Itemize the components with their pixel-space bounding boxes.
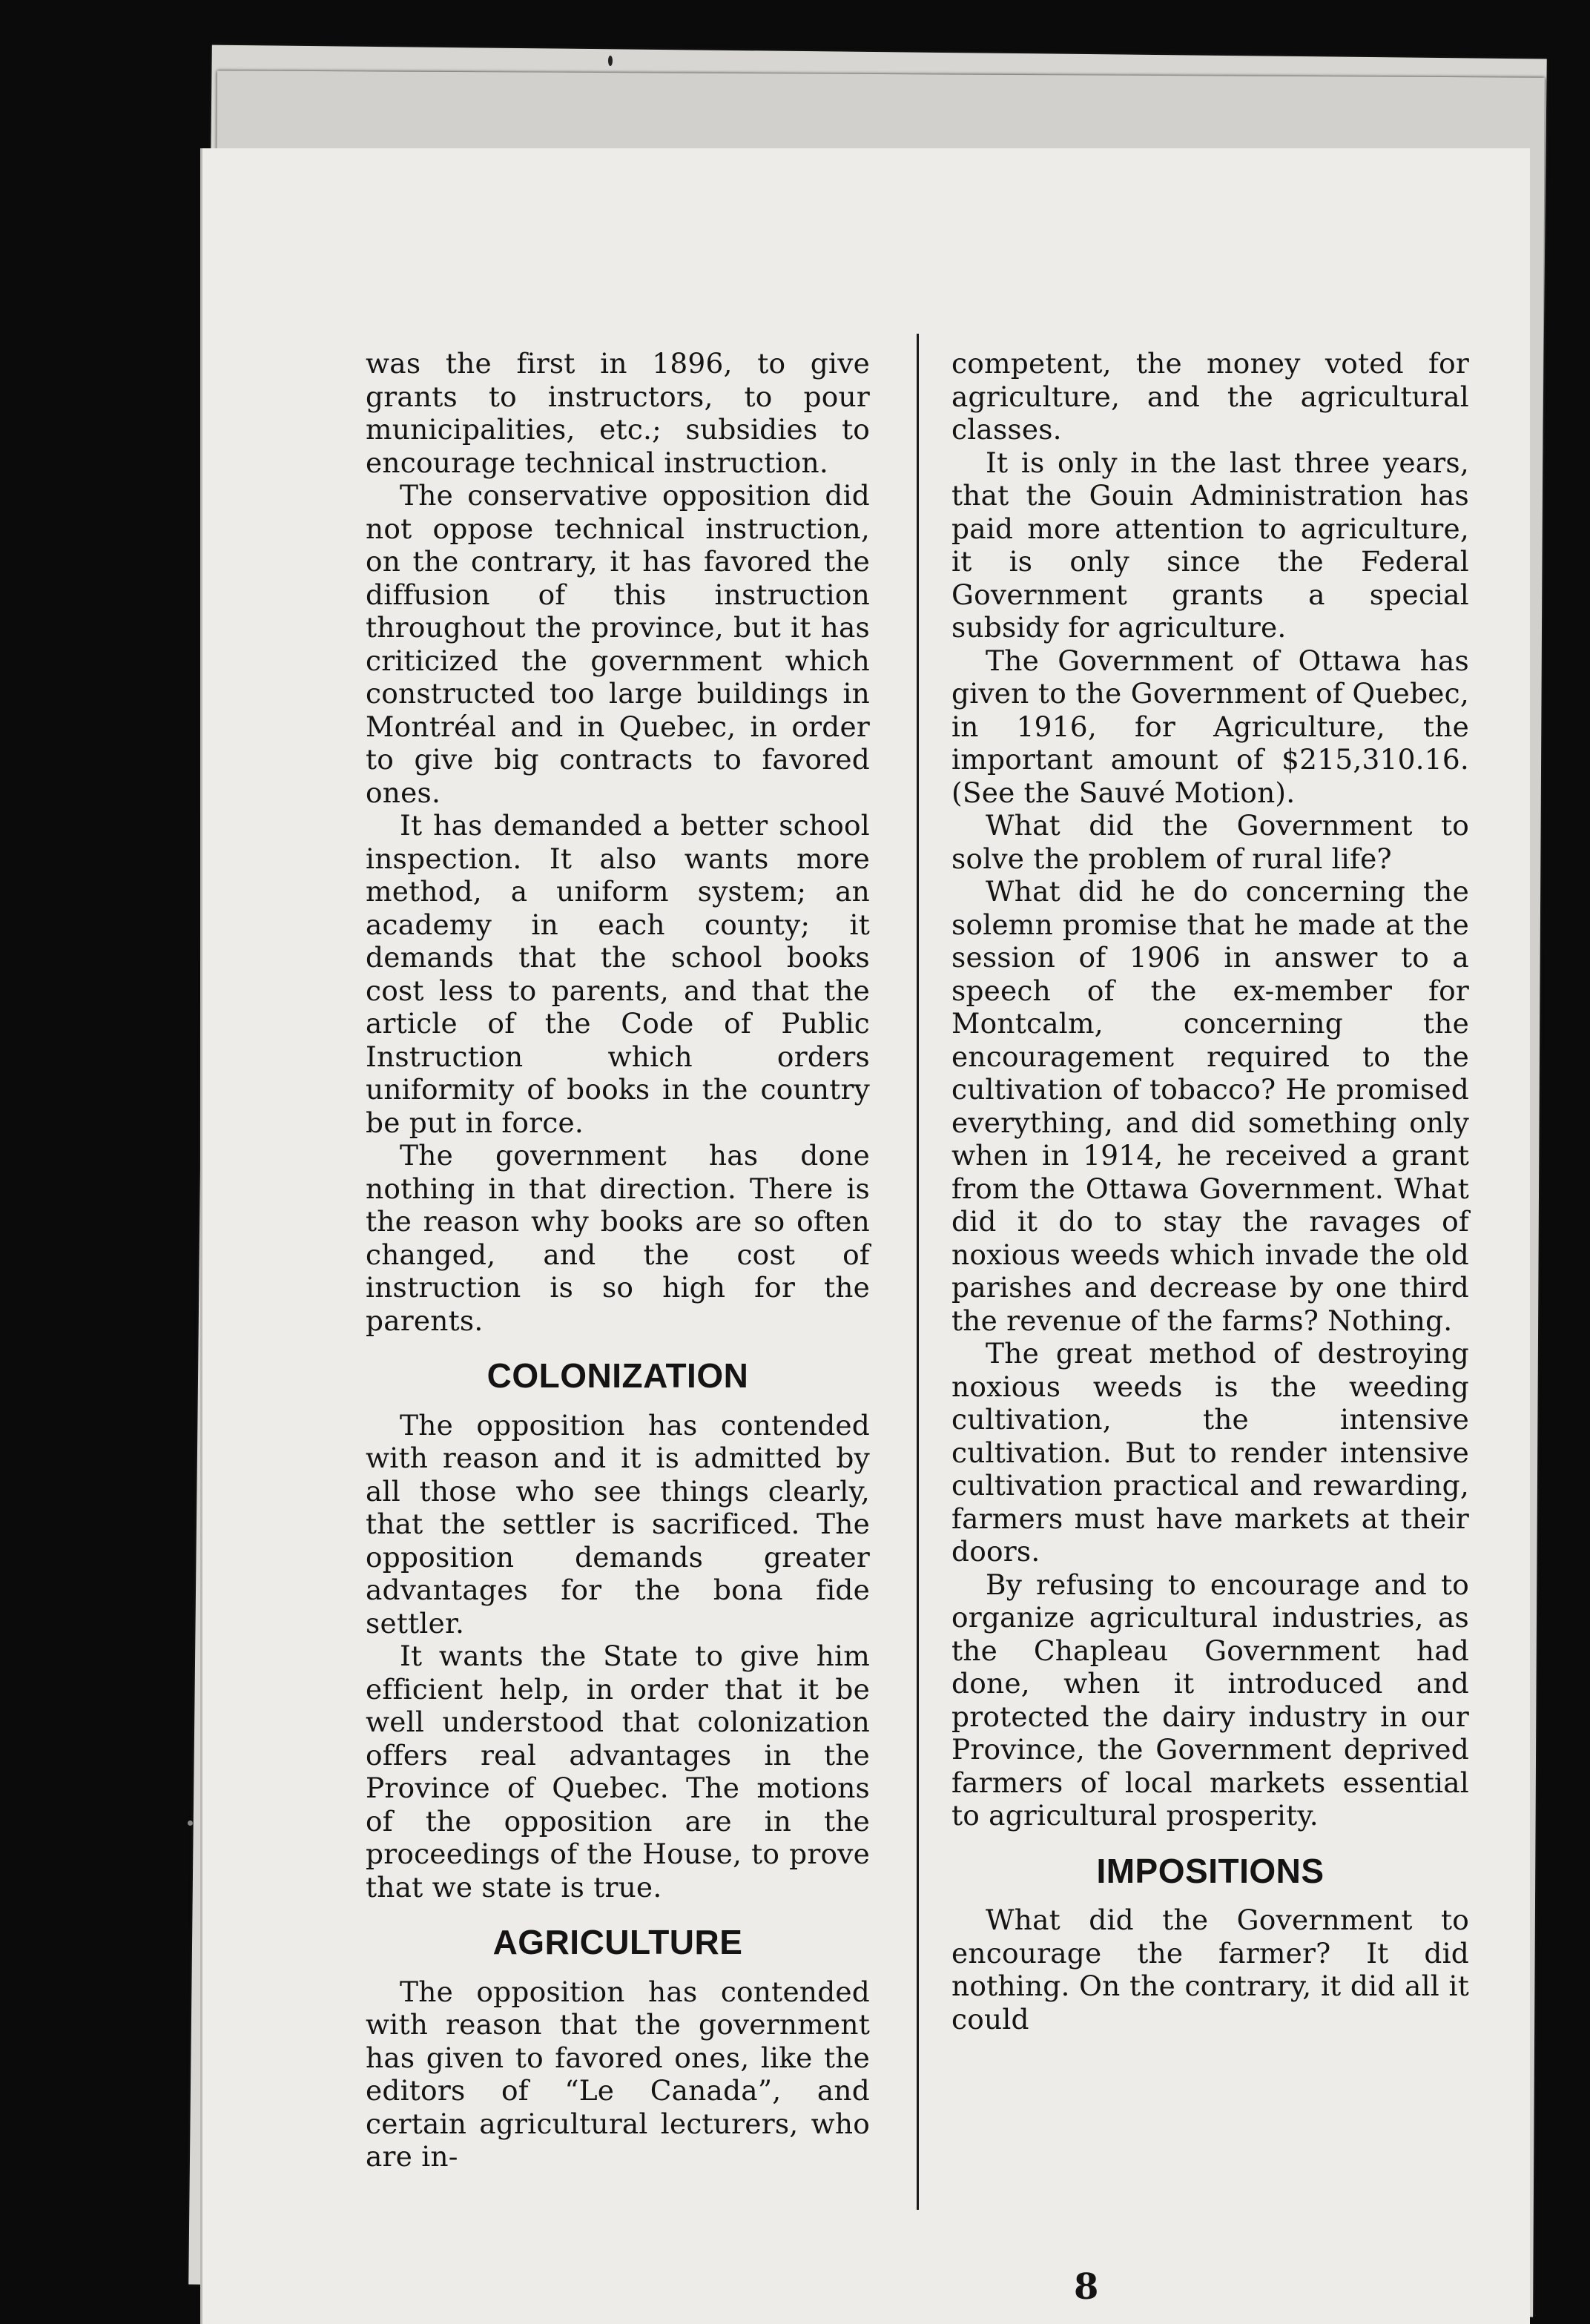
section-heading: COLONIZATION: [486, 1356, 749, 1395]
paragraph: competent, the money voted for agriculture, and the agricultural classes.: [951, 347, 1469, 446]
document-page: [200, 148, 1530, 2324]
left-column: [366, 347, 870, 2173]
paragraph: What did the Government to encourage the farmer? It did nothing. On the contrary, it did all it could: [951, 1904, 1469, 2036]
section-heading: IMPOSITIONS: [1096, 1851, 1325, 1890]
paragraph: The great method of destroying noxious weeds is the weeding cultivation, the intensive cultivation. But to render intensive cultivation practical and rewarding, farmers must have markets at their doors.: [951, 1337, 1469, 1568]
paragraph: The opposition has contended with reason and it is admitted by all those who see things clearly, that the settler is sacrificed. The opposition demands greater advantages for the bona fide settler.: [366, 1408, 870, 1640]
paragraph: was the first in 1896, to give grants to instructors, to pour municipalities, etc.; subsidies to encourage technical instruction.: [366, 347, 870, 479]
paragraph: What did the Government to solve the problem of rural life?: [951, 809, 1469, 875]
right-column: [951, 347, 1469, 2036]
paragraph: The Government of Ottawa has given to the Government of Quebec, in 1916, for Agriculture, the important amount of $215,310.16. (See the Sauvé Motion).: [951, 644, 1469, 809]
paragraph: What did he do concerning the solemn promise that he made at the session of 1906 in answer to a speech of the ex-member for Montcalm, concerning the encouragement required to the cultivation of tobacco? He promised everything, and did something only when in 1914, he received a grant from the Ottawa Government. What did it do to stay the ravages of noxious weeds which invade the old parishes and decrease by one third the revenue of the farms? Nothing.: [951, 875, 1469, 1337]
paragraph: It is only in the last three years, that the Gouin Administration has paid more attention to agriculture, it is only since the Federal Government grants a special subsidy for agriculture.: [951, 446, 1469, 644]
column-divider: [917, 334, 919, 2210]
paragraph: The opposition has contended with reason that the government has given to favored ones, like the editors of “Le Canada”, and certain agricultural lecturers, who are in-: [366, 1975, 870, 2173]
section-heading: AGRICULTURE: [492, 1923, 743, 1961]
paragraph: It has demanded a better school inspection. It also wants more method, a uniform system; an academy in each county; it demands that the school books cost less to parents, and that the article of the Code of Public Instruction which orders uniformity of books in the country be put in force.: [366, 809, 870, 1139]
scan-speck: [608, 56, 613, 66]
paragraph: By refusing to encourage and to organize agricultural industries, as the Chapleau Government had done, when it introduced and protected the dairy industry in our Province, the Government deprived farmers of local markets essential to agricultural prosperity.: [951, 1568, 1469, 1832]
scan-speck: [188, 1820, 193, 1826]
paragraph: The conservative opposition did not oppose technical instruction, on the contrary, it has favored the diffusion of this instruction throughout the province, but it has criticized the government which constructed too large buildings in Montréal and in Quebec, in order to give big contracts to favored ones.: [366, 479, 870, 809]
page-number: 8: [1074, 2266, 1099, 2308]
paragraph: The government has done nothing in that direction. There is the reason why books are so often changed, and the cost of instruction is so high for the parents.: [366, 1139, 870, 1337]
paragraph: It wants the State to give him efficient help, in order that it be well understood that colonization offers real advantages in the Province of Quebec. The motions of the opposition are in the proceedings of the House, to prove that we state is true.: [366, 1640, 870, 1904]
